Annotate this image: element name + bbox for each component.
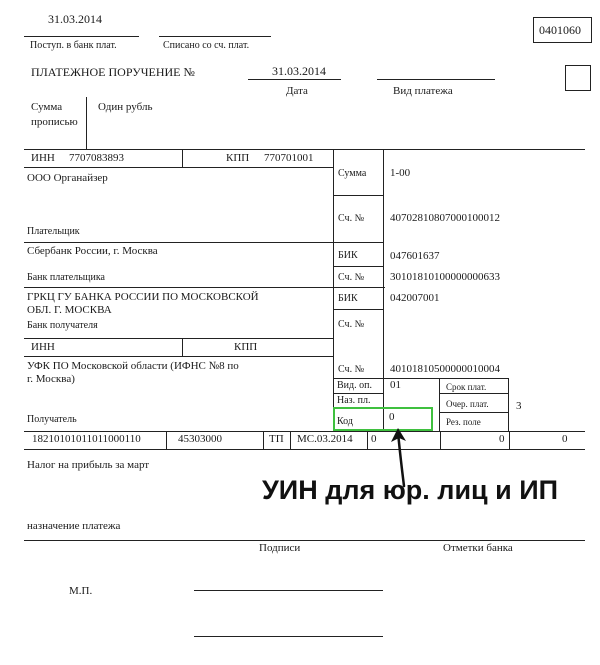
annotation-text: УИН для юр. лиц и ИП — [262, 475, 559, 505]
sum-value: 1-00 — [390, 167, 411, 179]
recip-bik-label: БИК — [338, 293, 358, 304]
tax-kbk: 18210101011011000110 — [32, 433, 141, 445]
tax-div-3 — [290, 431, 291, 449]
grid-vline-labels — [383, 149, 384, 431]
recipient-label: Получатель — [27, 414, 77, 425]
kod-label: Код — [337, 416, 353, 427]
sum-label: Сумма — [338, 168, 367, 179]
vline-right — [508, 378, 509, 431]
payer-kpp: 770701001 — [264, 152, 314, 164]
tax-div-4 — [367, 431, 368, 449]
tax-div-6 — [509, 431, 510, 449]
stamp-label: М.П. — [69, 585, 93, 597]
line-vidop — [333, 393, 383, 394]
recipient-name-1: УФК ПО Московской области (ИФНС №8 по — [27, 360, 239, 372]
payer-bank-name: Сбербанк России, г. Москва — [27, 245, 158, 257]
line-ocher — [439, 412, 508, 413]
recipient-name-2: г. Москва) — [27, 373, 75, 385]
status-box — [565, 65, 591, 91]
payer-corr-label: Сч. № — [338, 272, 365, 283]
payment-type-label: Вид платежа — [393, 85, 453, 97]
line-bik1 — [333, 266, 383, 267]
signature-line-2 — [194, 636, 383, 637]
recip-corr-label: Сч. № — [338, 319, 365, 330]
vline-srok — [439, 378, 440, 431]
debited-line — [159, 36, 271, 37]
date-received: 31.03.2014 — [48, 12, 102, 26]
line-payer — [24, 242, 383, 243]
line-recip-inn — [24, 356, 333, 357]
srok-label: Срок плат. — [446, 382, 487, 392]
purpose-label: назначение платежа — [27, 520, 121, 532]
ocher-value: 3 — [516, 400, 522, 412]
ocher-label: Очер. плат. — [446, 399, 489, 409]
tax-v1: 0 — [371, 433, 377, 445]
recip-inn-divider — [182, 338, 183, 356]
bank-marks-label: Отметки банка — [443, 542, 513, 554]
payer-inn: 7707083893 — [69, 152, 124, 164]
amount-words-label-1: Сумма — [31, 101, 63, 113]
recip-bank-name-1: ГРКЦ ГУ БАНКА РОССИИ ПО МОСКОВСКОЙ — [27, 291, 259, 303]
purpose-line — [24, 540, 585, 541]
order-title: ПЛАТЕЖНОЕ ПОРУЧЕНИЕ № — [31, 65, 195, 79]
tax-basis: ТП — [269, 433, 284, 445]
rez-label: Рез. поле — [446, 417, 481, 427]
signatures-label: Подписи — [259, 542, 301, 554]
line-payer-inn — [24, 167, 333, 168]
recip-kpp-label: КПП — [234, 341, 258, 353]
line-payer-bank — [24, 287, 385, 288]
tax-div-5 — [440, 431, 441, 449]
received-label: Поступ. в банк плат. — [30, 40, 117, 51]
payer-inn-label: ИНН — [31, 152, 55, 164]
kod-value: 0 — [389, 411, 395, 423]
vid-op-label: Вид. оп. — [337, 380, 372, 391]
date-label: Дата — [286, 85, 308, 97]
amount-words-divider — [86, 97, 87, 149]
line-tax-row — [24, 449, 585, 450]
tax-div-1 — [166, 431, 167, 449]
form-code: 0401060 — [539, 23, 581, 37]
tax-oktmo: 45303000 — [178, 433, 222, 445]
recip-inn-label: ИНН — [31, 341, 55, 353]
recip-acc-label: Сч. № — [338, 364, 365, 375]
payer-inn-divider — [182, 149, 183, 167]
payer-name: ООО Органайзер — [27, 172, 108, 184]
tax-v3: 0 — [562, 433, 568, 445]
payment-type-line — [377, 79, 495, 80]
recip-bik: 042007001 — [390, 292, 440, 304]
tax-v2: 0 — [499, 433, 505, 445]
grid-line-top — [24, 149, 585, 150]
date-line — [248, 79, 341, 80]
recip-bank-name-2: ОБЛ. Г. МОСКВА — [27, 304, 112, 316]
payer-kpp-label: КПП — [226, 152, 250, 164]
order-date: 31.03.2014 — [272, 64, 326, 78]
payer-label: Плательщик — [27, 226, 80, 237]
tax-div-2 — [263, 431, 264, 449]
amount-words-value: Один рубль — [98, 101, 153, 113]
line-sum — [333, 195, 383, 196]
recip-bank-label: Банк получателя — [27, 320, 98, 331]
debited-label: Списано со сч. плат. — [163, 40, 250, 51]
grid-vline-main — [333, 149, 334, 431]
payer-bank-label: Банк плательщика — [27, 272, 105, 283]
vid-op: 01 — [390, 379, 401, 391]
line-bik2 — [333, 309, 383, 310]
payer-corr: 30101810100000000633 — [390, 271, 500, 283]
tax-period: МС.03.2014 — [297, 433, 353, 445]
received-line — [24, 36, 139, 37]
payer-acc: 40702810807000100012 — [390, 212, 500, 224]
naz-label: Наз. пл. — [337, 395, 371, 406]
amount-words-label-2: прописью — [31, 116, 78, 128]
purpose-text: Налог на прибыль за март — [27, 459, 150, 471]
line-bottom-grid — [24, 431, 585, 432]
payer-bik-label: БИК — [338, 250, 358, 261]
line-acc — [333, 378, 508, 379]
payer-bik: 047601637 — [390, 250, 440, 262]
signature-line-1 — [194, 590, 383, 591]
form-code-box — [533, 17, 592, 43]
line-recip-bank — [24, 338, 333, 339]
payer-acc-label: Сч. № — [338, 213, 365, 224]
recip-acc: 40101810500000010004 — [390, 363, 500, 375]
line-srok — [439, 393, 508, 394]
